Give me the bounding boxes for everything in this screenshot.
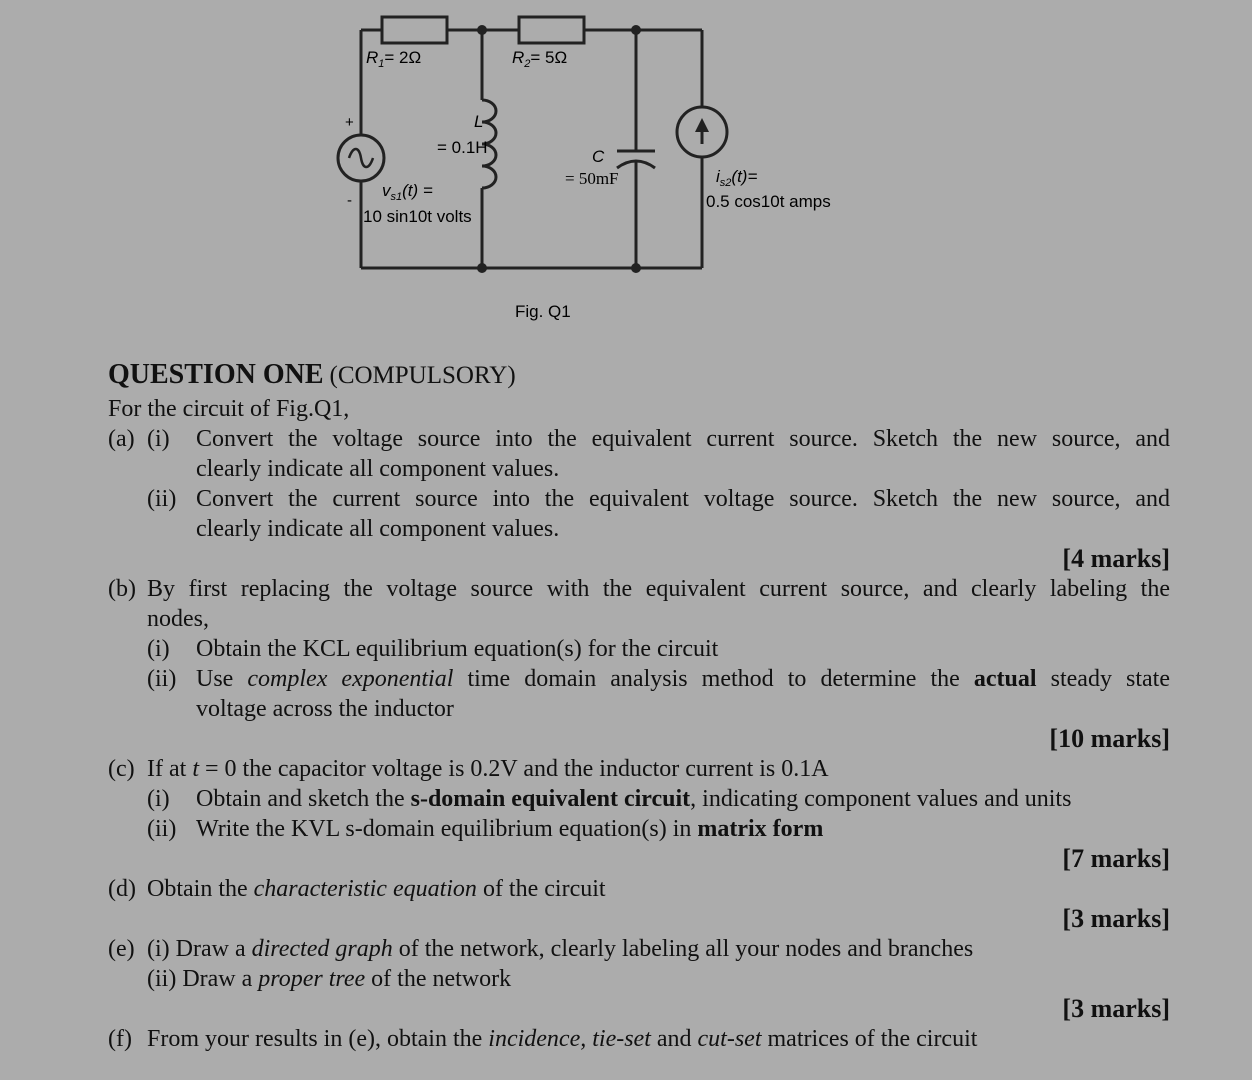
part-b-ii-line1 (108, 664, 1170, 694)
ac-sine-icon (349, 149, 373, 167)
part-e-i-em: directed graph (251, 936, 393, 962)
node-dot-top-capacitor (631, 25, 641, 35)
arrow-up-icon (695, 118, 709, 132)
part-e-ii-text (147, 964, 1170, 994)
part-b-ii-post: steady state (1036, 666, 1171, 692)
part-c-line1 (108, 754, 1170, 784)
part-f-pre: From your results in (e), obtain the (147, 1026, 489, 1052)
part-a-i-line1 (108, 424, 1170, 454)
part-f-em2: cut-set (697, 1026, 762, 1052)
part-f-text (147, 1024, 1170, 1054)
part-e-i (108, 934, 1170, 964)
part-e-ii-post: of the network (365, 966, 512, 992)
arrow-shaft (701, 130, 704, 144)
resistor-r2 (519, 17, 584, 43)
part-b-line2: nodes, (147, 606, 209, 632)
part-a-marks: [4 marks] (1062, 544, 1170, 573)
part-d-marks: [3 marks] (1062, 904, 1170, 933)
part-c-ii (108, 814, 1170, 844)
part-a-ii-line1 (108, 484, 1170, 514)
part-e-i-pre: Draw a (175, 936, 252, 962)
part-b-ii-em: complex exponential (247, 666, 454, 692)
part-b-ii-label: (ii) (147, 666, 177, 692)
is-label: $i_{s2}(t)=$ (716, 167, 758, 189)
part-e-ii-em: proper tree (258, 966, 366, 992)
part-e-i-label: (i) (147, 936, 170, 962)
part-f-em1: incidence, tie-set (488, 1026, 651, 1052)
question-text (108, 360, 1170, 1054)
part-b-marks: [10 marks] (1049, 724, 1170, 753)
r1-label: $R_1= 2\Omega$ (366, 48, 422, 70)
vs-value: 10 sin10t volts (363, 207, 472, 226)
part-e-marks: [3 marks] (1062, 994, 1170, 1023)
part-a-label: (a) (108, 426, 135, 452)
circuit-diagram (0, 0, 1252, 340)
part-b-text: By first replacing the voltage source with the equivalent current source, and clearly labeling the (147, 576, 1170, 602)
question-title-note: (COMPULSORY) (329, 362, 516, 389)
part-c-i-post: , indicating component values and units (690, 786, 1072, 812)
part-a-ii-text: Convert the current source into the equivalent voltage source. Sketch the new source, and (196, 486, 1170, 512)
part-b-ii-text (196, 664, 1170, 694)
r2-label: $R_2= 5\Omega$ (512, 48, 568, 70)
resistor-r1 (382, 17, 447, 43)
part-b-line1 (108, 574, 1170, 604)
figure-caption: Fig. Q1 (515, 302, 571, 321)
part-c-i-text (196, 784, 1170, 814)
part-a-i-label: (i) (147, 426, 170, 452)
part-d-pre: Obtain the (147, 876, 254, 902)
part-e-i-text (147, 934, 1170, 964)
inductor-label: L (474, 112, 484, 131)
vs-label: $v_{s1}(t)$ = (382, 181, 433, 203)
part-d (108, 874, 1170, 904)
part-f-mid: and (650, 1026, 698, 1052)
part-d-text (147, 874, 1170, 904)
part-e-label: (e) (108, 936, 135, 962)
part-b-i-label: (i) (147, 636, 170, 662)
node-dot-bottom-inductor (477, 263, 487, 273)
question-title-main: QUESTION ONE (108, 359, 324, 390)
part-e-ii (108, 964, 1170, 994)
part-b-label: (b) (108, 576, 136, 602)
part-b-i (108, 634, 1170, 664)
part-c-i-label: (i) (147, 786, 170, 812)
part-b-ii-mid: time domain analysis method to determine the (453, 666, 974, 692)
part-b-ii-line2: voltage across the inductor (196, 696, 454, 722)
question-title (108, 360, 1170, 394)
part-a-ii-label: (ii) (147, 486, 177, 512)
is-value: 0.5 cos10t amps (706, 192, 831, 211)
node-dot-top-inductor (477, 25, 487, 35)
source-plus-sign: + (345, 114, 354, 131)
part-c-marks: [7 marks] (1062, 844, 1170, 873)
question-intro: For the circuit of Fig.Q1, (108, 396, 350, 422)
part-c-ii-text (196, 814, 1170, 844)
part-f (108, 1024, 1170, 1054)
part-c-label: (c) (108, 756, 135, 782)
part-c-i-pre: Obtain and sketch the (196, 786, 411, 812)
part-b-ii-pre: Use (196, 666, 248, 692)
part-c-text (147, 754, 1170, 784)
part-e-ii-pre: Draw a (182, 966, 259, 992)
part-c-ii-label: (ii) (147, 816, 177, 842)
part-d-em: characteristic equation (253, 876, 477, 902)
part-c-i (108, 784, 1170, 814)
part-c-ii-pre: Write the KVL s-domain equilibrium equation(s) in (196, 816, 698, 842)
part-d-label: (d) (108, 876, 136, 902)
node-dot-bottom-capacitor (631, 263, 641, 273)
part-b-ii-strong: actual (973, 666, 1037, 692)
part-b-i-text: Obtain the KCL equilibrium equation(s) for the circuit (196, 636, 719, 662)
part-e-ii-label: (ii) (147, 966, 177, 992)
part-c-pre: If at (147, 756, 193, 782)
part-a-i-text: Convert the voltage source into the equivalent current source. Sketch the new source, and (196, 426, 1170, 452)
part-e-i-post: of the network, clearly labeling all your nodes and branches (392, 936, 974, 962)
part-c-eq: = 0 the capacitor voltage is 0.2V and the inductor current is 0.1A (198, 756, 829, 782)
part-a-i-line2: clearly indicate all component values. (196, 456, 560, 482)
source-minus-sign: - (347, 192, 352, 209)
part-c-i-strong: s-domain equivalent circuit (410, 786, 691, 812)
part-c-var: t (192, 756, 199, 782)
capacitor-value: = 50mF (565, 169, 619, 188)
part-a-ii-line2: clearly indicate all component values. (196, 516, 560, 542)
capacitor-label: C (592, 147, 605, 166)
inductor-value: = 0.1H (437, 138, 488, 157)
part-c-ii-strong: matrix form (697, 816, 824, 842)
part-f-label: (f) (108, 1026, 132, 1052)
part-f-post: matrices of the circuit (761, 1026, 978, 1052)
part-d-post: of the circuit (476, 876, 606, 902)
